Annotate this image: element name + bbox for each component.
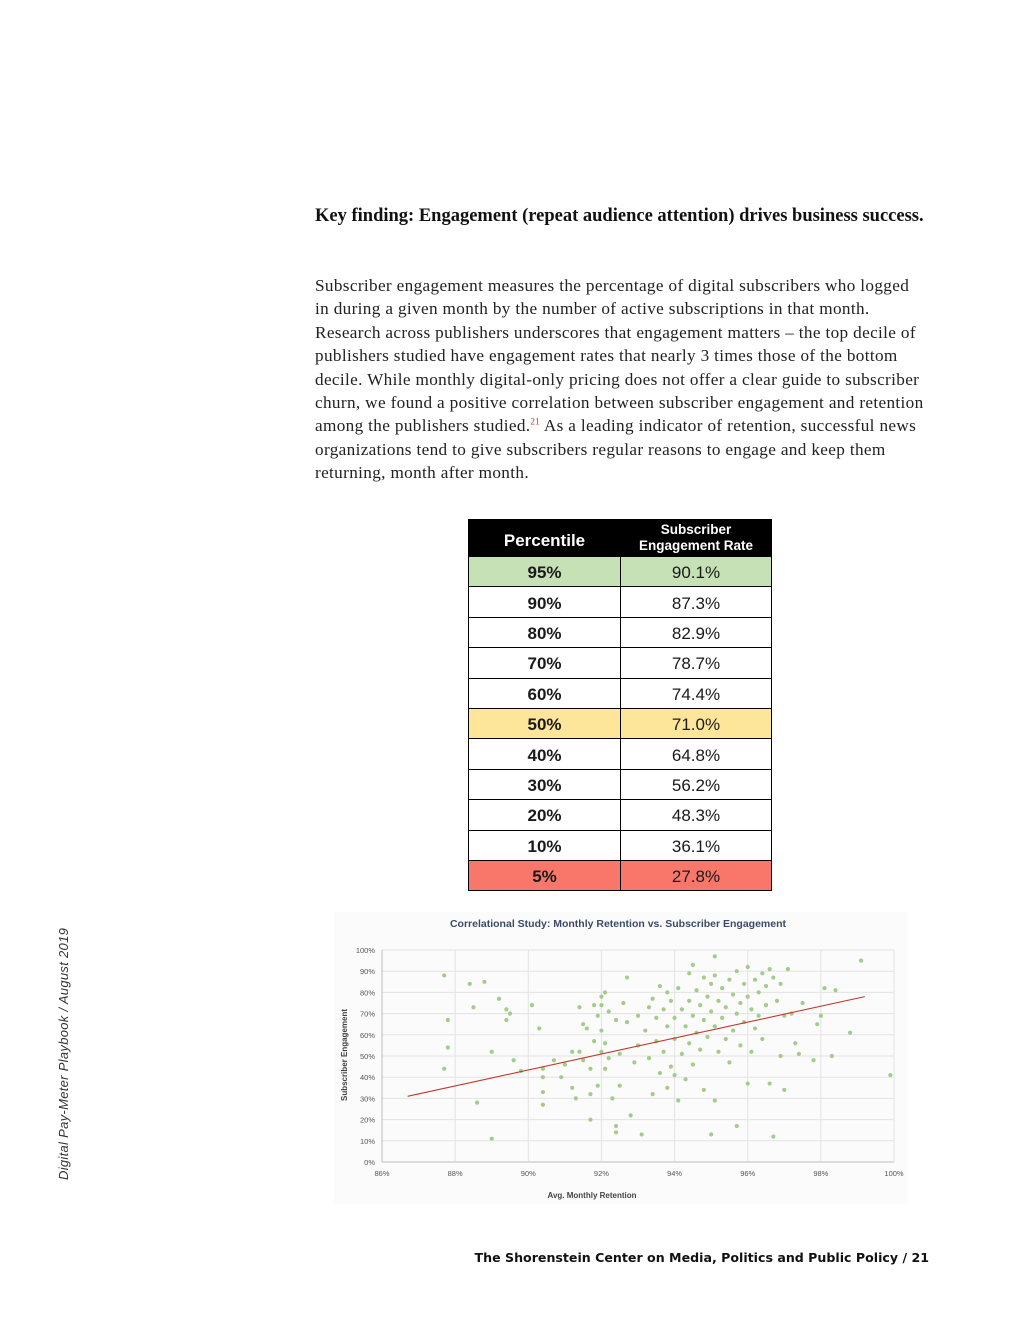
table-row bbox=[469, 617, 772, 647]
scatter-point bbox=[731, 992, 735, 996]
scatter-point bbox=[570, 1086, 574, 1090]
scatter-point bbox=[709, 982, 713, 986]
percentile-cell: 70% bbox=[469, 648, 621, 678]
scatter-point bbox=[738, 1001, 742, 1005]
paragraph-text-before: Subscriber engagement measures the percentage of digital subscribers who logged in during a given month by the number of active subscriptions in that month. Research across publishers underscores that engagement matters – the top decile of publishers studied have engagement rates that nearly 3 times those of the bottom decile. While monthly digital-only pricing does not offer a clear guide to subscriber churn, we found a positive correlation between subscriber engagement and retention among the publishers studied. bbox=[315, 276, 924, 436]
scatter-point bbox=[713, 1098, 717, 1102]
x-tick-label: 92% bbox=[593, 1169, 609, 1178]
scatter-point bbox=[815, 1022, 819, 1026]
scatter-point bbox=[797, 1052, 801, 1056]
scatter-point bbox=[504, 1007, 508, 1011]
scatter-point bbox=[603, 990, 607, 994]
percentile-cell: 5% bbox=[469, 860, 621, 890]
scatter-point bbox=[530, 1003, 534, 1007]
scatter-point bbox=[603, 1041, 607, 1045]
scatter-point bbox=[672, 1073, 676, 1077]
scatter-point bbox=[577, 1005, 581, 1009]
scatter-point bbox=[746, 1081, 750, 1085]
page-footer bbox=[475, 1250, 929, 1265]
x-tick-label: 94% bbox=[667, 1169, 683, 1178]
scatter-point bbox=[471, 1005, 475, 1009]
scatter-point bbox=[662, 1050, 666, 1054]
scatter-point bbox=[760, 1037, 764, 1041]
scatter-point bbox=[490, 1050, 494, 1054]
table-row bbox=[469, 769, 772, 799]
scatter-point bbox=[727, 978, 731, 982]
scatter-point bbox=[731, 1028, 735, 1032]
trendline bbox=[408, 997, 865, 1097]
scatter-point bbox=[702, 975, 706, 979]
scatter-point bbox=[757, 990, 761, 994]
scatter-point bbox=[713, 1024, 717, 1028]
percentile-cell: 30% bbox=[469, 769, 621, 799]
scatter-point bbox=[819, 1014, 823, 1018]
scatter-point bbox=[596, 1084, 600, 1088]
y-tick-label: 100% bbox=[355, 946, 375, 955]
scatter-point bbox=[618, 1084, 622, 1088]
scatter-point bbox=[716, 999, 720, 1003]
trendline-group bbox=[408, 997, 865, 1097]
scatter-point bbox=[625, 1020, 629, 1024]
scatter-point bbox=[504, 1018, 508, 1022]
scatter-point bbox=[607, 1056, 611, 1060]
scatter-point bbox=[475, 1101, 479, 1105]
scatter-point bbox=[581, 1022, 585, 1026]
scatter-point bbox=[618, 1052, 622, 1056]
scatter-point bbox=[724, 1005, 728, 1009]
scatter-point bbox=[482, 980, 486, 984]
y-axis-ticks bbox=[356, 946, 376, 1167]
scatter-point bbox=[757, 1014, 761, 1018]
scatter-point bbox=[848, 1031, 852, 1035]
scatter-point bbox=[753, 978, 757, 982]
footer-publisher: The Shorenstein Center on Media, Politics and Public Policy bbox=[474, 1250, 899, 1265]
percentile-cell: 10% bbox=[469, 830, 621, 860]
scatter-point bbox=[705, 995, 709, 999]
scatter-point bbox=[775, 999, 779, 1003]
scatter-point bbox=[621, 1001, 625, 1005]
scatter-point bbox=[442, 973, 446, 977]
engagement-rate-cell: 78.7% bbox=[621, 648, 772, 678]
scatter-point bbox=[632, 1060, 636, 1064]
scatter-point bbox=[782, 1088, 786, 1092]
table-row bbox=[469, 860, 772, 890]
scatter-point bbox=[859, 959, 863, 963]
scatter-point bbox=[720, 986, 724, 990]
table-row bbox=[469, 708, 772, 738]
scatter-point bbox=[680, 1007, 684, 1011]
table-row bbox=[469, 830, 772, 860]
scatter-point bbox=[746, 965, 750, 969]
scatter-point bbox=[771, 975, 775, 979]
scatter-point bbox=[603, 1067, 607, 1071]
scatter-point bbox=[709, 1009, 713, 1013]
percentile-cell: 50% bbox=[469, 708, 621, 738]
scatter-point bbox=[779, 1054, 783, 1058]
scatter-point bbox=[830, 1054, 834, 1058]
scatter-point bbox=[735, 969, 739, 973]
engagement-rate-cell: 27.8% bbox=[621, 860, 772, 890]
table-row bbox=[469, 678, 772, 708]
scatter-point bbox=[702, 1088, 706, 1092]
table-row bbox=[469, 800, 772, 830]
engagement-rate-cell: 87.3% bbox=[621, 587, 772, 617]
scatter-point bbox=[607, 1009, 611, 1013]
scatter-point bbox=[662, 1007, 666, 1011]
scatter-point bbox=[442, 1067, 446, 1071]
scatter-point bbox=[599, 1003, 603, 1007]
engagement-rate-cell: 48.3% bbox=[621, 800, 772, 830]
scatter-point bbox=[694, 988, 698, 992]
engagement-rate-cell: 56.2% bbox=[621, 769, 772, 799]
x-tick-label: 88% bbox=[447, 1169, 463, 1178]
scatter-point bbox=[683, 1077, 687, 1081]
percentile-cell: 40% bbox=[469, 739, 621, 769]
scatter-point bbox=[588, 1118, 592, 1122]
scatter-point bbox=[669, 999, 673, 1003]
y-tick-label: 80% bbox=[359, 988, 375, 998]
scatter-point bbox=[822, 986, 826, 990]
scatter-point bbox=[596, 1014, 600, 1018]
scatter-point bbox=[651, 1092, 655, 1096]
percentile-cell: 95% bbox=[469, 557, 621, 587]
y-axis-label: Subscriber Engagement bbox=[340, 1008, 349, 1102]
page-number: 21 bbox=[911, 1250, 929, 1265]
chart-title: Correlational Study: Monthly Retention vs. Subscriber Engagement bbox=[449, 918, 787, 930]
header-rate-line2: Engagement Rate bbox=[638, 538, 754, 553]
scatter-point bbox=[446, 1045, 450, 1049]
engagement-rate-cell: 64.8% bbox=[621, 739, 772, 769]
scatter-point bbox=[552, 1058, 556, 1062]
scatter-point bbox=[727, 1060, 731, 1064]
x-tick-label: 86% bbox=[374, 1169, 390, 1178]
scatter-point bbox=[559, 1075, 563, 1079]
y-tick-label: 20% bbox=[359, 1115, 375, 1125]
scatter-point bbox=[625, 975, 629, 979]
scatter-point bbox=[713, 954, 717, 958]
scatter-point bbox=[680, 1052, 684, 1056]
scatter-point bbox=[592, 1003, 596, 1007]
scatter-point bbox=[698, 1003, 702, 1007]
scatter-point bbox=[588, 1092, 592, 1096]
scatter-point bbox=[614, 1018, 618, 1022]
table-row bbox=[469, 557, 772, 587]
engagement-rate-cell: 74.4% bbox=[621, 678, 772, 708]
y-tick-label: 10% bbox=[359, 1136, 375, 1146]
scatter-point bbox=[709, 1132, 713, 1136]
scatter-chart-svg bbox=[334, 912, 908, 1204]
table-row bbox=[469, 739, 772, 769]
scatter-point bbox=[672, 1016, 676, 1020]
scatter-point bbox=[658, 984, 662, 988]
scatter-point bbox=[629, 1113, 633, 1117]
percentile-cell: 60% bbox=[469, 678, 621, 708]
y-tick-label: 30% bbox=[359, 1094, 375, 1104]
engagement-rate-cell: 90.1% bbox=[621, 557, 772, 587]
scatter-point bbox=[793, 1041, 797, 1045]
scatter-point bbox=[588, 1067, 592, 1071]
y-tick-label: 50% bbox=[359, 1052, 375, 1061]
scatter-point bbox=[742, 982, 746, 986]
scatter-point bbox=[702, 1018, 706, 1022]
body-paragraph bbox=[315, 274, 927, 485]
scatter-point bbox=[512, 1058, 516, 1062]
scatter-point bbox=[691, 963, 695, 967]
scatter-point bbox=[683, 1024, 687, 1028]
scatter-point bbox=[687, 999, 691, 1003]
percentile-cell: 80% bbox=[469, 617, 621, 647]
scatter-point bbox=[691, 1014, 695, 1018]
scatter-point bbox=[654, 1016, 658, 1020]
scatter-point bbox=[614, 1124, 618, 1128]
scatter-point bbox=[676, 986, 680, 990]
engagement-percentile-table bbox=[468, 519, 772, 891]
scatter-point bbox=[779, 982, 783, 986]
scatter-point bbox=[705, 1035, 709, 1039]
engagement-rate-cell: 71.0% bbox=[621, 708, 772, 738]
scatter-point bbox=[585, 1026, 589, 1030]
table-row bbox=[469, 648, 772, 678]
scatter-point bbox=[643, 1028, 647, 1032]
percentile-cell: 90% bbox=[469, 587, 621, 617]
scatter-point bbox=[768, 967, 772, 971]
scatter-point bbox=[738, 1043, 742, 1047]
paragraph-text-after: As a leading indicator of retention, successful news organizations tend to give subscribers regular reasons to engage and keep them returning, month after month. bbox=[315, 416, 917, 483]
engagement-rate-cell: 82.9% bbox=[621, 617, 772, 647]
scatter-point bbox=[716, 1050, 720, 1054]
scatter-point bbox=[614, 1130, 618, 1134]
scatter-point bbox=[508, 1012, 512, 1016]
scatter-point bbox=[735, 1012, 739, 1016]
x-tick-label: 98% bbox=[813, 1169, 829, 1178]
scatter-point bbox=[636, 1014, 640, 1018]
scatter-point bbox=[735, 1124, 739, 1128]
scatter-point bbox=[753, 1026, 757, 1030]
scatter-point bbox=[749, 1050, 753, 1054]
y-tick-label: 0% bbox=[364, 1158, 375, 1167]
scatter-point bbox=[665, 1024, 669, 1028]
table-row bbox=[469, 587, 772, 617]
scatter-point bbox=[541, 1090, 545, 1094]
scatter-chart bbox=[334, 912, 908, 1204]
scatter-point bbox=[658, 1071, 662, 1075]
scatter-point bbox=[800, 1001, 804, 1005]
x-tick-label: 96% bbox=[740, 1169, 756, 1178]
scatter-point bbox=[698, 1048, 702, 1052]
scatter-point bbox=[713, 973, 717, 977]
side-running-title: Digital Pay-Meter Playbook / August 2019 bbox=[56, 927, 71, 1180]
scatter-point bbox=[746, 995, 750, 999]
scatter-point bbox=[665, 1086, 669, 1090]
scatter-point bbox=[687, 1041, 691, 1045]
scatter-point bbox=[676, 1098, 680, 1102]
scatter-point bbox=[592, 1039, 596, 1043]
x-axis-label: Avg. Monthly Retention bbox=[547, 1191, 637, 1200]
y-tick-label: 60% bbox=[359, 1030, 375, 1040]
scatter-point bbox=[749, 1007, 753, 1011]
scatter-point bbox=[691, 1062, 695, 1066]
scatter-point bbox=[497, 997, 501, 1001]
scatter-point bbox=[811, 1058, 815, 1062]
table-body bbox=[469, 557, 772, 891]
key-finding-heading: Key finding: Engagement (repeat audience attention) drives business success. bbox=[315, 206, 924, 226]
scatter-point bbox=[764, 984, 768, 988]
scatter-point bbox=[610, 1096, 614, 1100]
scatter-point bbox=[669, 1065, 673, 1069]
chart-gridlines bbox=[382, 950, 894, 1162]
scatter-point bbox=[888, 1073, 892, 1077]
scatter-point bbox=[647, 1005, 651, 1009]
data-points bbox=[442, 954, 892, 1141]
scatter-point bbox=[647, 1056, 651, 1060]
scatter-point bbox=[764, 1003, 768, 1007]
scatter-point bbox=[640, 1132, 644, 1136]
engagement-rate-cell: 36.1% bbox=[621, 830, 772, 860]
table-header-row bbox=[469, 520, 772, 557]
scatter-point bbox=[724, 1037, 728, 1041]
y-tick-label: 90% bbox=[359, 967, 375, 977]
x-tick-label: 90% bbox=[520, 1169, 536, 1178]
scatter-point bbox=[468, 982, 472, 986]
footnote-ref-link[interactable]: 21 bbox=[530, 416, 541, 427]
scatter-point bbox=[537, 1026, 541, 1030]
y-tick-label: 70% bbox=[359, 1009, 375, 1019]
scatter-point bbox=[768, 1081, 772, 1085]
scatter-point bbox=[833, 988, 837, 992]
scatter-point bbox=[490, 1137, 494, 1141]
scatter-point bbox=[541, 1103, 545, 1107]
scatter-point bbox=[720, 1016, 724, 1020]
x-axis-ticks bbox=[374, 1169, 903, 1178]
scatter-point bbox=[599, 1028, 603, 1032]
scatter-point bbox=[771, 1134, 775, 1138]
scatter-point bbox=[577, 1050, 581, 1054]
scatter-point bbox=[563, 1062, 567, 1066]
scatter-point bbox=[760, 971, 764, 975]
scatter-point bbox=[446, 1018, 450, 1022]
footer-separator: / bbox=[902, 1250, 908, 1265]
x-tick-label: 100% bbox=[884, 1169, 904, 1178]
scatter-point bbox=[599, 995, 603, 999]
scatter-point bbox=[687, 971, 691, 975]
scatter-point bbox=[665, 990, 669, 994]
y-tick-label: 40% bbox=[359, 1073, 375, 1083]
scatter-point bbox=[574, 1096, 578, 1100]
header-percentile: Percentile bbox=[469, 520, 621, 557]
scatter-point bbox=[786, 967, 790, 971]
percentile-cell: 20% bbox=[469, 800, 621, 830]
scatter-point bbox=[570, 1050, 574, 1054]
scatter-point bbox=[651, 997, 655, 1001]
header-engagement-rate bbox=[621, 520, 772, 557]
header-rate-line1: Subscriber bbox=[660, 522, 732, 537]
scatter-point bbox=[541, 1075, 545, 1079]
